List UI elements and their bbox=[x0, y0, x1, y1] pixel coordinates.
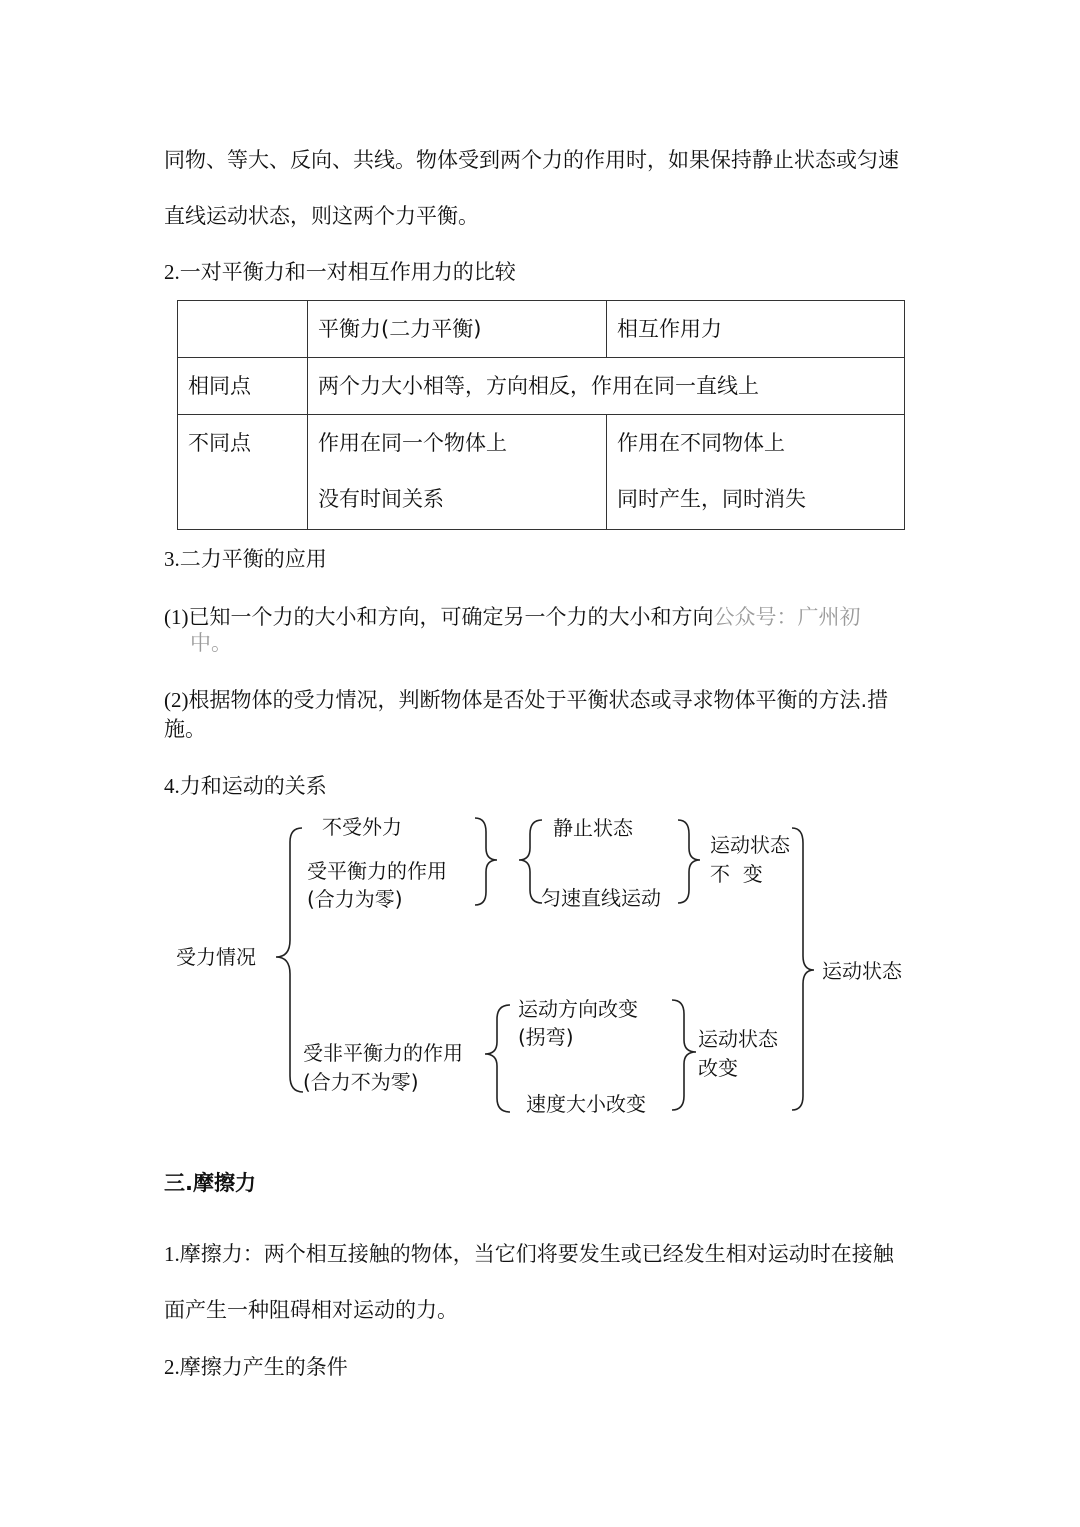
table-header-interaction: 相互作用力 bbox=[607, 301, 905, 358]
diagram-balanced-force: 受平衡力的作用 bbox=[307, 859, 447, 883]
item-2-tail: 施。 bbox=[164, 717, 206, 741]
diagram-speed-change: 速度大小改变 bbox=[526, 1092, 646, 1116]
section-3-title: 二力平衡的应用 bbox=[179, 547, 327, 571]
diagram-result-changed-2: 改变 bbox=[698, 1056, 738, 1080]
friction-cond-title: 摩擦力产生的条件 bbox=[179, 1355, 348, 1379]
diagram-final: 运动状态 bbox=[822, 959, 902, 983]
table-cell-line: 作用在不同物体上 bbox=[617, 431, 785, 455]
states-left-brace bbox=[519, 820, 542, 903]
changes-left-brace bbox=[485, 1005, 510, 1112]
item-1-tail: 中。 bbox=[190, 631, 232, 655]
diagram-result-unchanged-1: 运动状态 bbox=[710, 833, 790, 857]
friction-definition-line-2: 面产生一种阻碍相对运动的力。 bbox=[164, 1298, 458, 1322]
section-2-title: 一对平衡力和一对相互作用力的比较 bbox=[179, 260, 516, 284]
friction-cond-number: 2. bbox=[164, 1355, 180, 1379]
table-row-same-label: 相同点 bbox=[178, 358, 308, 415]
item-2-text: 根据物体的受力情况，判断物体是否处于平衡状态或寻求物体平衡的方法.措 bbox=[188, 688, 889, 712]
intro-line-2: 直线运动状态，则这两个力平衡。 bbox=[164, 204, 479, 228]
root-left-brace bbox=[276, 828, 303, 1092]
table-cell-line: 没有时间关系 bbox=[318, 487, 444, 511]
table-row-diff-label: 不同点 bbox=[178, 415, 308, 530]
table-cell-line: 同时产生，同时消失 bbox=[617, 487, 806, 511]
balanced-right-brace bbox=[475, 818, 497, 905]
item-1-number: (1) bbox=[164, 605, 189, 629]
section-3-number: 3. bbox=[164, 547, 180, 571]
section-2-number: 2. bbox=[164, 260, 180, 284]
states-right-brace bbox=[678, 820, 700, 903]
table-cell-line: 作用在同一个物体上 bbox=[318, 431, 507, 455]
table-header-balance: 平衡力(二力平衡) bbox=[308, 301, 607, 358]
diagram-direction-change: 运动方向改变 bbox=[518, 997, 638, 1021]
diagram-turning: (拐弯) bbox=[518, 1025, 574, 1049]
friction-def-number: 1. bbox=[164, 1242, 180, 1266]
item-2-number: (2) bbox=[164, 688, 189, 712]
friction-def-text: 摩擦力：两个相互接触的物体，当它们将要发生或已经发生相对运动时在接触 bbox=[179, 1242, 894, 1266]
diagram-net-nonzero: (合力不为零) bbox=[303, 1070, 419, 1094]
diagram-root: 受力情况 bbox=[176, 945, 256, 969]
section-4-title: 力和运动的关系 bbox=[179, 774, 327, 798]
diagram-result-changed-1: 运动状态 bbox=[698, 1027, 778, 1051]
diagram-no-external-force: 不受外力 bbox=[322, 815, 402, 839]
final-right-brace bbox=[792, 828, 814, 1110]
intro-line-1: 同物、等大、反向、共线。物体受到两个力的作用时，如果保持静止状态或匀速 bbox=[164, 148, 899, 172]
friction-condition-heading bbox=[164, 1353, 348, 1381]
friction-heading: 三.摩擦力 bbox=[164, 1171, 256, 1195]
diagram-state-rest: 静止状态 bbox=[553, 816, 633, 840]
diagram-result-unchanged-2: 不 变 bbox=[710, 862, 763, 886]
changes-right-brace bbox=[672, 1000, 696, 1110]
item-1-text: 已知一个力的大小和方向，可确定另一个力的大小和方向 bbox=[188, 605, 714, 629]
diagram-state-uniform: 匀速直线运动 bbox=[541, 886, 661, 910]
diagram-unbalanced-force: 受非平衡力的作用 bbox=[303, 1041, 463, 1065]
watermark-text: 公众号：广州初 bbox=[713, 605, 861, 629]
diagram-net-zero: (合力为零) bbox=[307, 887, 403, 911]
table-row-same-value: 两个力大小相等，方向相反，作用在同一直线上 bbox=[308, 358, 905, 415]
section-4-number: 4. bbox=[164, 774, 180, 798]
friction-definition-line-1 bbox=[164, 1240, 894, 1268]
